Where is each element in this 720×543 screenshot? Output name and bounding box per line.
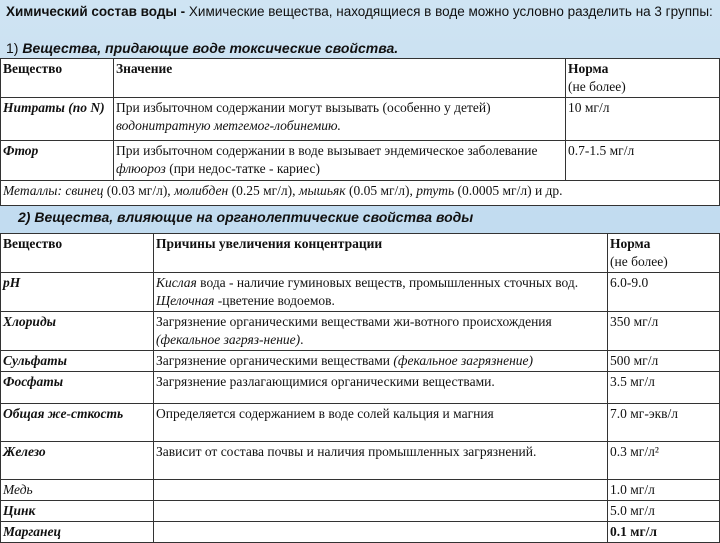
table-row [1, 442, 720, 480]
cause-text: Загрязнение органическими веществами жи-вотного происхождения [156, 314, 552, 329]
norm-value: 1.0 мг/л [608, 480, 720, 501]
cause-text: Загрязнение органическими веществами [156, 353, 394, 368]
organoleptic-table [0, 233, 720, 543]
metal: ртуть [416, 183, 455, 198]
meaning-text: При избыточном содержании в воде вызывает эндемическое заболевание [116, 143, 538, 158]
table-row [1, 480, 720, 501]
table-row [1, 312, 720, 351]
norm-value: 3.5 мг/л [608, 372, 720, 404]
substance-name: Нитраты (по N) [1, 98, 114, 141]
table-header [1, 234, 720, 273]
table-row [1, 273, 720, 312]
intro-title: Химический состав воды - [6, 4, 186, 19]
meaning-cell [114, 98, 566, 141]
substance-name: Хлориды [1, 312, 154, 351]
cause-cell [154, 480, 608, 501]
norm-value: 6.0-9.0 [608, 273, 720, 312]
cause-cell [154, 501, 608, 522]
table-row [1, 522, 720, 543]
cause-cell [154, 522, 608, 543]
meaning-text2: (при недос-татке - кариес) [165, 161, 320, 176]
substance-name: Сульфаты [1, 351, 154, 372]
cause-italic-2: Щелочная [156, 293, 215, 308]
group1-title: Вещества, придающие воде токсические свойства. [22, 40, 399, 56]
cause-text: Определяется содержанием в воде солей кальция и магния [156, 406, 494, 421]
substance-name: Общая же-сткость [1, 404, 154, 442]
table-row [1, 404, 720, 442]
intro-body: Химические вещества, находящиеся в воде можно условно разделить на 3 группы: [185, 4, 713, 19]
cause-cell [154, 404, 608, 442]
norm-sub: (не более) [610, 254, 668, 269]
col-substance: Вещество [1, 234, 154, 273]
metals-cell [1, 181, 720, 206]
substance-name: Марганец [1, 522, 154, 543]
norm-sub: (не более) [568, 79, 626, 94]
norm-value: 0.1 мг/л [608, 522, 720, 543]
norm-value: 0.7-1.5 мг/л [566, 141, 720, 181]
meaning-text: При избыточном содержании могут вызывать (особенно у детей) [116, 100, 491, 115]
cause-italic-2: (фекальное загрязнение) [393, 353, 534, 368]
cause-text: Зависит от состава почвы и наличия промышленных загрязнений. [156, 444, 537, 459]
norm-label: Норма [610, 236, 651, 251]
norm-value: 7.0 мг-экв/л [608, 404, 720, 442]
cause-italic: Кислая [156, 275, 197, 290]
substance-name: Фтор [1, 141, 114, 181]
col-meaning: Значение [114, 59, 566, 98]
group1-number: 1) [6, 40, 23, 56]
metals-label: Металлы: [3, 183, 66, 198]
table-row [1, 372, 720, 404]
table-row [1, 501, 720, 522]
cause-italic-2: (фекальное загряз-нение) [156, 332, 301, 347]
col-substance: Вещество [1, 59, 114, 98]
cause-text: вода - наличие гуминовых веществ, промышленных сточных вод. [196, 275, 579, 290]
cause-cell [154, 372, 608, 404]
cause-cell [154, 442, 608, 480]
metal: молибден [174, 183, 229, 198]
toxic-table [0, 58, 720, 206]
table-row [1, 351, 720, 372]
norm-label: Норма [568, 61, 609, 76]
col-cause: Причины увеличения концентрации [154, 234, 608, 273]
group2-heading [18, 209, 473, 225]
substance-name: pH [1, 273, 154, 312]
substance-name: Железо [1, 442, 154, 480]
metal-value: (0.03 мг/л), [103, 183, 175, 198]
substance-name: Фосфаты [1, 372, 154, 404]
cause-text-2: . [300, 332, 304, 347]
norm-value: 10 мг/л [566, 98, 720, 141]
metal: мышьяк [298, 183, 346, 198]
meaning-cell [114, 141, 566, 181]
norm-value: 0.3 мг/л² [608, 442, 720, 480]
norm-value: 5.0 мг/л [608, 501, 720, 522]
substance-name: Цинк [1, 501, 154, 522]
metal-value: (0.0005 мг/л) и др. [454, 183, 563, 198]
col-norm [608, 234, 720, 273]
substance-name: Медь [1, 480, 154, 501]
meaning-italic: флюороз [116, 161, 166, 176]
cause-text-2: -цветение водоемов. [214, 293, 335, 308]
table-row [1, 98, 720, 141]
cause-cell [154, 312, 608, 351]
metal-value: (0.25 мг/л), [228, 183, 299, 198]
table-row [1, 141, 720, 181]
cause-cell [154, 273, 608, 312]
col-norm [566, 59, 720, 98]
metal: свинец [65, 183, 104, 198]
cause-cell [154, 351, 608, 372]
intro-text [6, 4, 716, 20]
table-header [1, 59, 720, 98]
metals-row [1, 181, 720, 206]
norm-value: 350 мг/л [608, 312, 720, 351]
cause-text: Загрязнение разлагающимися органическими веществами. [156, 374, 495, 389]
group1-heading [6, 40, 398, 56]
group2-title: 2) Вещества, влияющие на органолептические свойства воды [18, 209, 474, 225]
norm-value: 500 мг/л [608, 351, 720, 372]
metal-value: (0.05 мг/л), [345, 183, 417, 198]
meaning-italic: водонитратную метгемог-лобинемию. [116, 118, 341, 133]
